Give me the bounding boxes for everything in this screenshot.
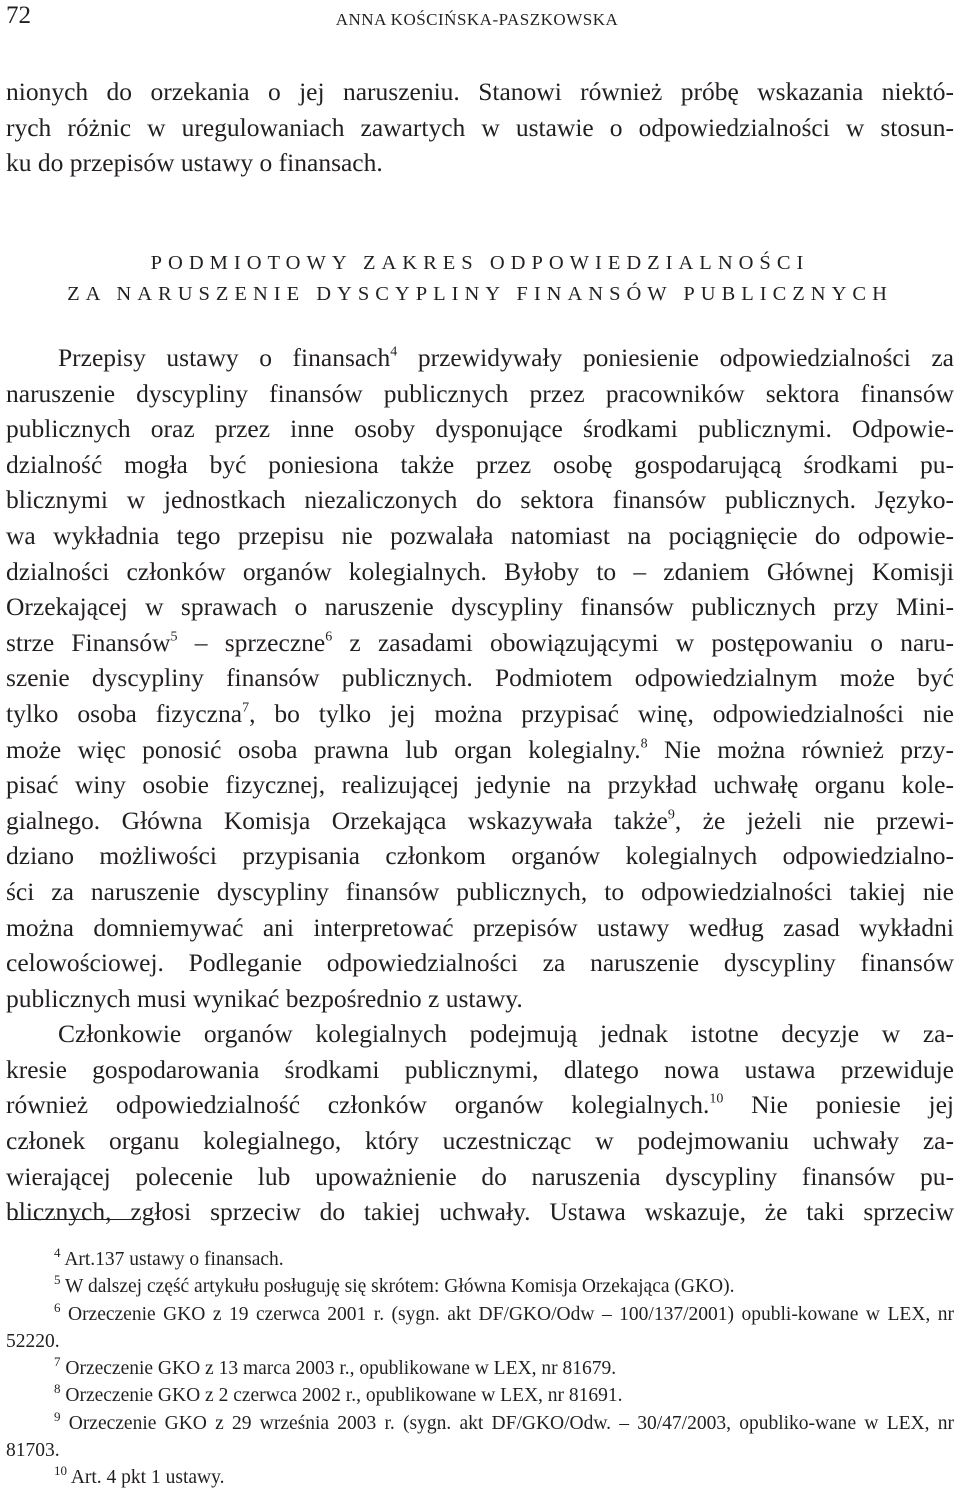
text-line: Orzekającej w sprawach o naruszenie dyscypliny finansów publicznych przy Mini- [6, 592, 954, 622]
section-heading-line-2: ZA NARUSZENIE DYSCYPLINY FINANSÓW PUBLICZNYCH [67, 283, 893, 305]
footnote-6 [6, 1301, 954, 1356]
text-line: nionych do orzekania o jej naruszeniu. Stanowi również próbę wskazania niektó- [6, 77, 954, 106]
text-line: naruszenie dyscypliny finansów publicznych przez pracowników sektora finansów [6, 378, 954, 408]
footnote-text: Orzeczenie GKO z 19 czerwca 2001 r. (sygn. akt DF/GKO/Odw – 100/137/2001) opubli-kowane w LEX, nr 52220. [6, 1303, 954, 1352]
footnote-number: 7 [54, 1354, 61, 1370]
footnote-number: 9 [54, 1408, 61, 1424]
text-line: kresie gospodarowania środkami publicznymi, dlatego nowa ustawa przewiduje [6, 1054, 954, 1084]
footnote-text: W dalszej część artykułu posługuję się skrótem: Główna Komisja Orzekająca (GKO). [65, 1276, 735, 1298]
text-line: ku do przepisów ustawy o finansach. [6, 148, 383, 178]
footnote-text: Orzeczenie GKO z 13 marca 2003 r., opublikowane w LEX, nr 81679. [65, 1358, 617, 1380]
intro-paragraph [6, 74, 954, 181]
main-text [6, 340, 954, 1230]
running-head: ANNA KOŚCIŃSKA-PASZKOWSKA [335, 10, 619, 29]
text-line: Przepisy ustawy o finansach$^4$ przewidywały poniesienie odpowiedzialności za [58, 343, 955, 372]
page-header [6, 2, 948, 36]
text-line: wierającej polecenie lub upoważnienie do naruszenia dyscypliny finansów pu- [6, 1161, 954, 1191]
footnote-text: Orzeczenie GKO z 29 września 2003 r. (sygn. akt DF/GKO/Odw. – 30/47/2003, opubliko-wane w LEX, nr 81703. [6, 1412, 954, 1462]
footnote-ref: 8 [640, 736, 648, 752]
page-number: 72 [6, 2, 31, 29]
paragraph-1 [6, 340, 954, 1016]
text-line: pisać winy osobie fizycznej, realizującej jedynie na przykład uchwałę organu kole- [6, 770, 954, 800]
footnote-8 [6, 1382, 954, 1409]
footnote-number: 4 [54, 1245, 61, 1261]
footnote-number: 5 [54, 1272, 61, 1288]
text-line: ści za naruszenie dyscypliny finansów publicznych, to odpowiedzialności takiej nie [6, 876, 954, 906]
footnote-divider [8, 1219, 138, 1220]
footnote-ref: 10 [709, 1091, 724, 1107]
text-line: blicznymi w jednostkach niezaliczonych do sektora finansów publicznych. Języko- [6, 485, 954, 515]
text-line: dziano możliwości przypisania członkom organów kolegialnych odpowiedzialno- [6, 841, 954, 871]
text-line: gialnego. Główna Komisja Orzekająca wskazywała także$^9$, że jeżeli nie przewi- [6, 805, 954, 835]
text-line: również odpowiedzialność członków organów kolegialnych.$^{10}$ Nie poniesie jej [6, 1090, 954, 1120]
text-line: szenie dyscypliny finansów publicznych. Podmiotem odpowiedzialnym może być [6, 663, 954, 693]
footnote-ref: 9 [667, 807, 675, 823]
text-line: publicznych musi wynikać bezpośrednio z ustawy. [6, 983, 523, 1013]
section-heading-line-1: PODMIOTOWY ZAKRES ODPOWIEDZIALNOŚCI [150, 252, 810, 274]
text-line: może więc ponosić osoba prawna lub organ kolegialny.$^8$ Nie można również przy- [6, 734, 955, 764]
footnote-text: Orzeczenie GKO z 2 czerwca 2002 r., opublikowane w LEX, nr 81691. [65, 1385, 623, 1407]
text-line: wa wykładnia tego przepisu nie pozwalała natomiast na pociągnięcie do odpowie- [6, 520, 954, 550]
text-line: rych różnic w uregulowaniach zawartych w ustawie o odpowiedzialności w stosun- [6, 112, 954, 142]
text-line: członek organu kolegialnego, który uczestnicząc w podejmowaniu uchwały za- [6, 1126, 954, 1156]
section-heading [6, 248, 954, 310]
text-line: tylko osoba fizyczna$^7$, bo tylko jej można przypisać winę, odpowiedzialności nie [6, 698, 954, 728]
footnote-ref: 4 [390, 344, 398, 360]
footnote-4 [6, 1246, 954, 1273]
footnote-number: 10 [54, 1463, 67, 1479]
footnotes [6, 1246, 954, 1492]
text-line: strze Finansów$^5$ – sprzeczne$^6$ z zasadami obowiązującymi w postępowaniu o naru- [6, 627, 955, 657]
text-line: celowościowej. Podleganie odpowiedzialności za naruszenie dyscypliny finansów [6, 948, 954, 978]
footnote-number: 6 [54, 1299, 61, 1315]
text-line: można domniemywać ani interpretować przepisów ustawy według zasad wykładni [6, 912, 954, 942]
text-line: dzialności członków organów kolegialnych. Byłoby to – zdaniem Głównej Komisji [6, 556, 954, 586]
footnote-10 [6, 1464, 954, 1491]
footnote-text: Art. 4 pkt 1 ustawy. [70, 1467, 225, 1489]
footnote-7 [6, 1355, 954, 1382]
footnote-ref: 5 [170, 629, 178, 645]
paragraph-2 [6, 1016, 954, 1230]
text-line: publicznych oraz przez inne osoby dysponujące środkami publicznymi. Odpowie- [6, 414, 954, 444]
footnote-text: Art.137 ustawy o finansach. [64, 1249, 284, 1270]
text-line: blicznych, zgłosi sprzeciw do takiej uchwały. Ustawa wskazuje, że taki sprzeciw [6, 1197, 954, 1227]
footnote-ref: 6 [325, 629, 333, 645]
footnote-number: 8 [54, 1381, 61, 1397]
text-line: dzialność mogła być poniesiona także przez osobę gospodarującą środkami pu- [6, 449, 954, 479]
text-line: Członkowie organów kolegialnych podejmują jednak istotne decyzje w za- [58, 1019, 954, 1049]
footnote-9 [6, 1410, 954, 1465]
footnote-ref: 7 [242, 700, 250, 716]
footnote-5 [6, 1273, 954, 1300]
